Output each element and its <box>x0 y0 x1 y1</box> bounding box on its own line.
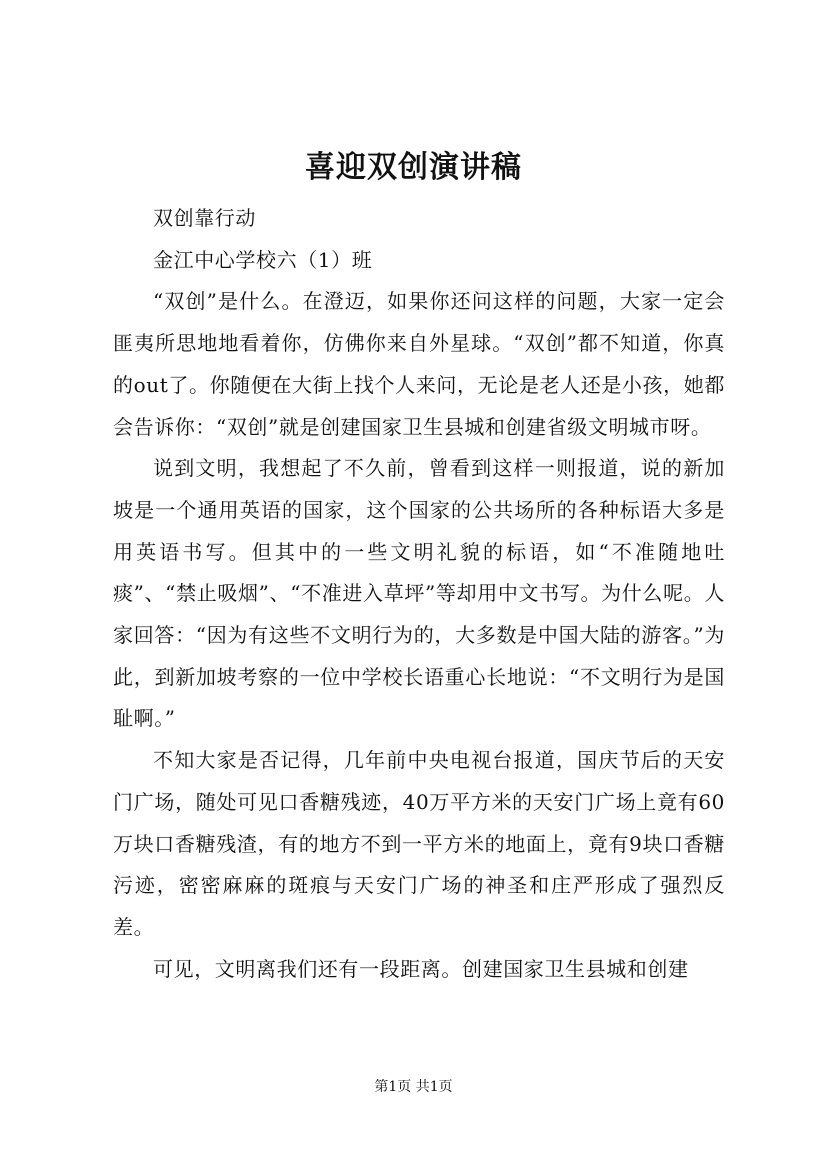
document-title: 喜迎双创演讲稿 <box>305 150 522 185</box>
body-paragraph: 可见，文明离我们还有一段距离。创建国家卫生县城和创建 <box>153 956 689 981</box>
subtitle-paragraph: 双创靠行动 <box>153 206 256 230</box>
page-footer: 第1页 共1页 <box>374 1079 453 1095</box>
body-paragraph: 说到文明，我想起了不久前，曾看到这样一则报道，说的新加坡是一个通用英语的国家，这个国家的公共场所的各种标语大多是用英语书写。但其中的一些文明礼貌的标语，如“不准随地吐痰”、“禁止吸烟”、“不准进入草坪”等却用中文书写。为什么呢。人家回答：“因为有这些不文明行为的，大多数是中国大陆的游客。”为此，到新加坡考察的一位中学校长语重心长地说：“不文明行为是国耻啊。” <box>113 456 725 731</box>
body-paragraph: 不知大家是否记得，几年前中央电视台报道，国庆节后的天安门广场，随处可见口香糖残迹，40万平方米的天安门广场上竟有60万块口香糖残渣，有的地方不到一平方米的地面上，竟有9块口香糖污迹，密密麻麻的斑痕与天安门广场的神圣和庄严形成了强烈反差。 <box>113 748 725 939</box>
body-paragraph: “双创”是什么。在澄迈，如果你还问这样的问题，大家一定会匪夷所思地地看着你，仿佛你来自外星球。“双创”都不知道，你真的out了。你随便在大街上找个人来问，无论是老人还是小孩，她都会告诉你：“双创”就是创建国家卫生县城和创建省级文明城市呀。 <box>113 289 725 439</box>
document-body <box>113 198 725 990</box>
class-paragraph: 金江中心学校六（1）班 <box>153 247 373 272</box>
